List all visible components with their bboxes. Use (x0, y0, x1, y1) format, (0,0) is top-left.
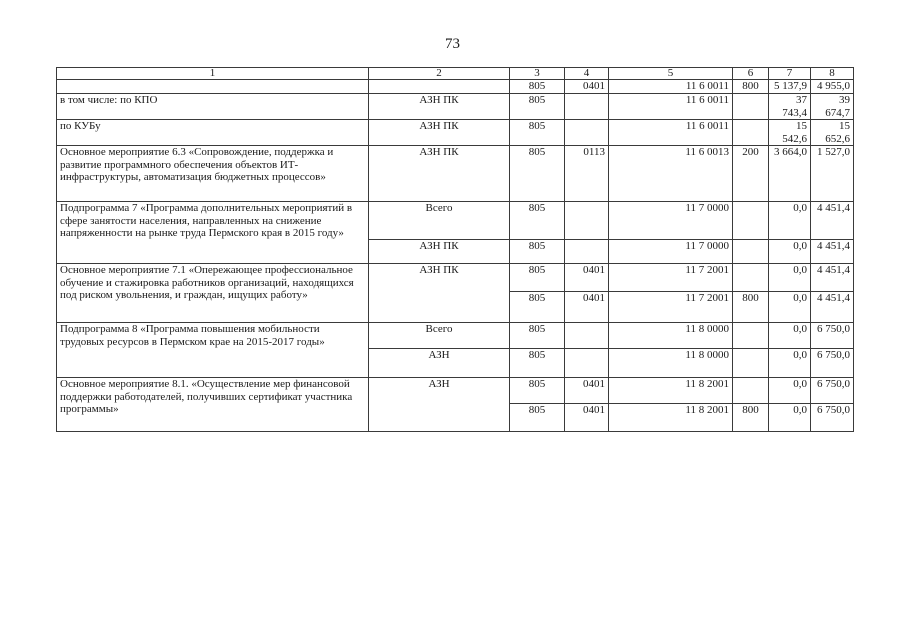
table-header-row (57, 68, 854, 80)
responsible-cell: АЗН ПК (369, 120, 510, 146)
code-cell: 805 (510, 292, 565, 323)
code-cell: 805 (510, 378, 565, 404)
table-row (57, 202, 854, 240)
amount-2016-cell: 1 527,0 (811, 146, 854, 202)
target-item-cell: 11 6 0013 (609, 146, 733, 202)
amount-2015-cell: 0,0 (769, 404, 811, 432)
amount-2016-cell: 4 451,4 (811, 264, 854, 292)
target-item-cell: 11 8 2001 (609, 404, 733, 432)
amount-2016-cell: 4 955,0 (811, 80, 854, 94)
responsible-cell: АЗН (369, 378, 510, 432)
amount-2015-cell: 0,0 (769, 378, 811, 404)
code-cell: 805 (510, 80, 565, 94)
target-item-cell: 11 8 0000 (609, 349, 733, 378)
responsible-cell (369, 80, 510, 94)
target-item-cell: 11 7 2001 (609, 264, 733, 292)
target-item-cell: 11 6 0011 (609, 120, 733, 146)
target-item-cell: 11 7 2001 (609, 292, 733, 323)
code-cell: 805 (510, 264, 565, 292)
code-cell: 805 (510, 94, 565, 120)
section-cell: 0401 (565, 80, 609, 94)
description-cell: по КУБу (57, 120, 369, 146)
expense-type-cell (733, 264, 769, 292)
expense-type-cell (733, 120, 769, 146)
target-item-cell: 11 7 0000 (609, 240, 733, 264)
code-cell: 805 (510, 202, 565, 240)
responsible-cell: АЗН ПК (369, 94, 510, 120)
code-cell: 805 (510, 240, 565, 264)
expense-type-cell (733, 240, 769, 264)
section-cell: 0401 (565, 292, 609, 323)
budget-table (56, 67, 854, 432)
section-cell (565, 240, 609, 264)
section-cell: 0401 (565, 404, 609, 432)
expense-type-cell: 800 (733, 80, 769, 94)
description-cell: Основное мероприятие 7.1 «Опережающее профессиональное обучение и стажировка работников организаций, находящихся под риском увольнения, и граждан, ищущих работу» (57, 264, 369, 323)
section-cell: 0401 (565, 378, 609, 404)
amount-2016-cell: 4 451,4 (811, 202, 854, 240)
target-item-cell: 11 8 2001 (609, 378, 733, 404)
code-cell: 805 (510, 146, 565, 202)
description-cell: Подпрограмма 7 «Программа дополнительных мероприятий в сфере занятости населения, направленных на снижение напряженности на рынке труда Пермского края в 2015 году» (57, 202, 369, 264)
responsible-cell: АЗН ПК (369, 264, 510, 323)
target-item-cell: 11 8 0000 (609, 323, 733, 349)
target-item-cell: 11 6 0011 (609, 80, 733, 94)
expense-type-cell: 800 (733, 292, 769, 323)
header-cell: 2 (369, 68, 510, 80)
header-cell: 1 (57, 68, 369, 80)
amount-2015-cell: 0,0 (769, 292, 811, 323)
expense-type-cell (733, 323, 769, 349)
header-cell: 6 (733, 68, 769, 80)
amount-2015-cell: 37 743,4 (769, 94, 811, 120)
section-cell: 0113 (565, 146, 609, 202)
section-cell (565, 323, 609, 349)
amount-2016-cell: 6 750,0 (811, 349, 854, 378)
code-cell: 805 (510, 404, 565, 432)
description-cell (57, 80, 369, 94)
table-row (57, 146, 854, 202)
section-cell (565, 349, 609, 378)
amount-2015-cell: 0,0 (769, 264, 811, 292)
expense-type-cell (733, 202, 769, 240)
section-cell: 0401 (565, 264, 609, 292)
responsible-cell: Всего (369, 202, 510, 240)
amount-2015-cell: 3 664,0 (769, 146, 811, 202)
description-cell: Основное мероприятие 6.3 «Сопровождение, поддержка и развитие программного обеспечения объектов ИТ-инфраструктуры, автоматизация бюджетных процессов» (57, 146, 369, 202)
section-cell (565, 94, 609, 120)
expense-type-cell (733, 378, 769, 404)
expense-type-cell (733, 94, 769, 120)
table-row (57, 120, 854, 146)
table-row (57, 80, 854, 94)
amount-2016-cell: 15 652,6 (811, 120, 854, 146)
table-row (57, 323, 854, 349)
code-cell: 805 (510, 349, 565, 378)
code-cell: 805 (510, 120, 565, 146)
section-cell (565, 120, 609, 146)
header-cell: 4 (565, 68, 609, 80)
amount-2016-cell: 6 750,0 (811, 323, 854, 349)
header-cell: 7 (769, 68, 811, 80)
section-cell (565, 202, 609, 240)
responsible-cell: АЗН ПК (369, 240, 510, 264)
responsible-cell: АЗН (369, 349, 510, 378)
expense-type-cell: 800 (733, 404, 769, 432)
description-cell: в том числе: по КПО (57, 94, 369, 120)
expense-type-cell (733, 349, 769, 378)
amount-2015-cell: 15 542,6 (769, 120, 811, 146)
amount-2015-cell: 0,0 (769, 323, 811, 349)
description-cell: Подпрограмма 8 «Программа повышения мобильности трудовых ресурсов в Пермском крае на 2015-2017 годы» (57, 323, 369, 378)
target-item-cell: 11 6 0011 (609, 94, 733, 120)
amount-2015-cell: 5 137,9 (769, 80, 811, 94)
amount-2016-cell: 4 451,4 (811, 292, 854, 323)
expense-type-cell: 200 (733, 146, 769, 202)
table-row (57, 378, 854, 404)
target-item-cell: 11 7 0000 (609, 202, 733, 240)
page-number: 73 (445, 36, 460, 52)
amount-2016-cell: 6 750,0 (811, 378, 854, 404)
table-row (57, 94, 854, 120)
header-cell: 3 (510, 68, 565, 80)
amount-2015-cell: 0,0 (769, 240, 811, 264)
amount-2015-cell: 0,0 (769, 349, 811, 378)
amount-2016-cell: 39 674,7 (811, 94, 854, 120)
responsible-cell: Всего (369, 323, 510, 349)
amount-2016-cell: 4 451,4 (811, 240, 854, 264)
amount-2016-cell: 6 750,0 (811, 404, 854, 432)
table-row (57, 264, 854, 292)
header-cell: 8 (811, 68, 854, 80)
description-cell: Основное мероприятие 8.1. «Осуществление мер финансовой поддержки работодателей, получивших сертификат участника программы» (57, 378, 369, 432)
amount-2015-cell: 0,0 (769, 202, 811, 240)
header-cell: 5 (609, 68, 733, 80)
responsible-cell: АЗН ПК (369, 146, 510, 202)
code-cell: 805 (510, 323, 565, 349)
